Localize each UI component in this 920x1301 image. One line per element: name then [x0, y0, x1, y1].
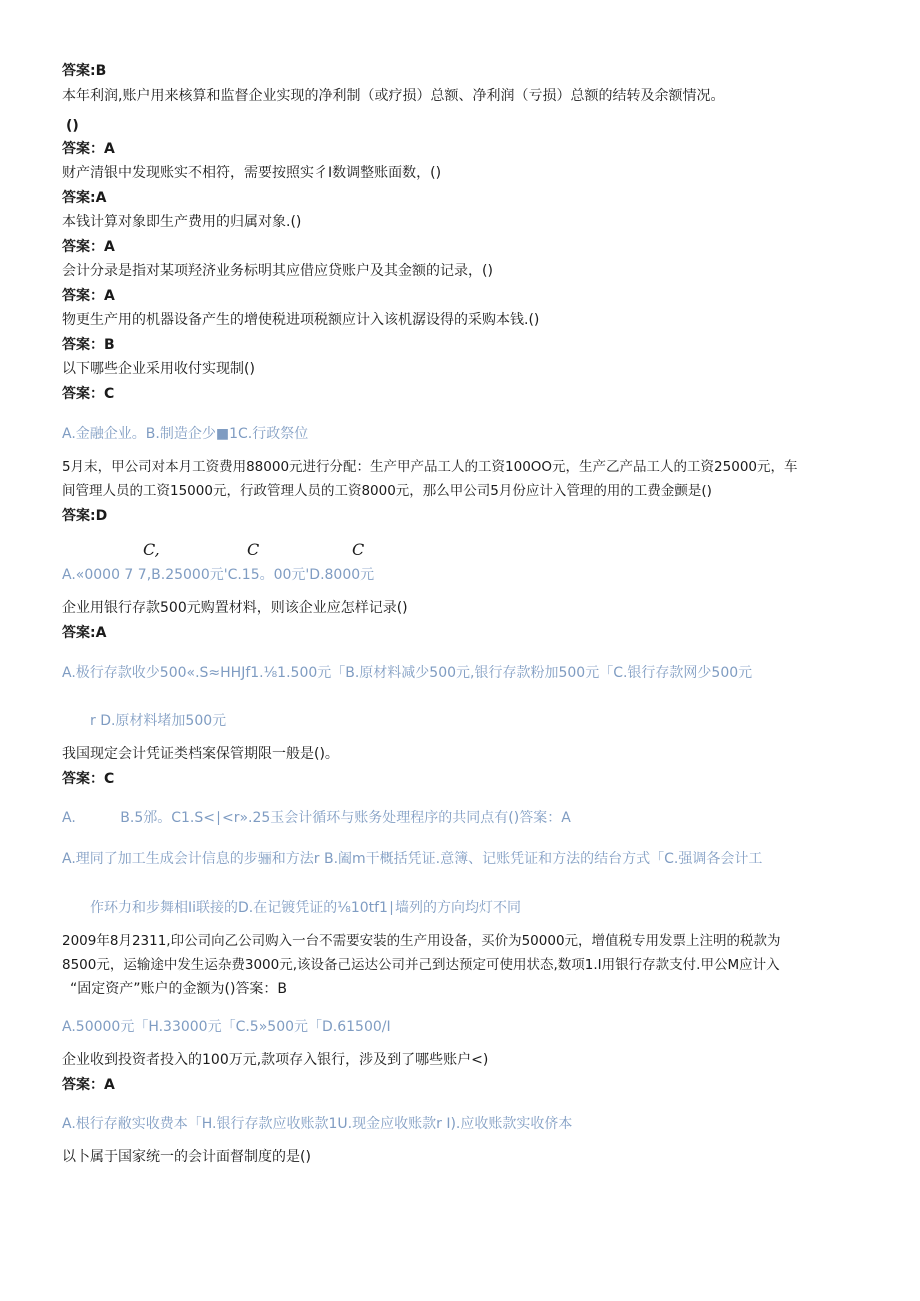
- options-line: A.极行存款收少500«.S≈HHJf1.⅛1.500元「B.原材料减少500元,银行存款粉加500元「C.银行存款网少500元: [62, 665, 753, 681]
- answer-line: 答案：A: [62, 1077, 115, 1093]
- stray-glyph: C: [352, 540, 365, 559]
- options-line: A.根行存敝实收费本「H.银行存款应收账款1U.现金应收账款r I).应收账款实收侪本: [62, 1116, 573, 1132]
- stray-glyph: C,: [143, 540, 160, 559]
- answer-line: 答案：C: [62, 771, 115, 787]
- question-line: 以下哪些企业采用收付实现制(): [62, 361, 255, 377]
- question-line: 本年利润,账户用来核算和监督企业实现的净利制（或疗损）总额、净利润（亏损）总额的结转及余额情况。: [62, 88, 725, 104]
- options-line: A.金融企业。B.制造企少■1C.行政祭位: [62, 426, 309, 442]
- question-line: “固定资产”账户的金额为()答案：B: [70, 981, 288, 997]
- answer-line: 答案:D: [62, 508, 108, 524]
- options-line: A. B.5邠。C1.S<∣<r».25玉会计循环与账务处理程序的共同点有()答案：A: [62, 810, 571, 826]
- question-line: 会计分录是指对某项羟济业务标明其应借应贷账户及其金额的记录，(): [62, 263, 493, 279]
- question-line: 企业收到投资者投入的100万元,款项存入银行，涉及到了哪些账户<): [62, 1052, 489, 1068]
- question-line: 8500元，运输途中发生运杂费3000元,该设备己运达公司并己到达预定可使用状态,数项1.I用银行存款支付.甲公M应计入: [62, 957, 780, 973]
- answer-line: 答案：B: [62, 337, 115, 353]
- answer-line: 答案：C: [62, 386, 115, 402]
- options-line: A.50000元「H.33000元「C.5»500元「D.61500/I: [62, 1019, 391, 1035]
- bracket-line: (): [66, 118, 79, 134]
- question-line: 间管理人员的工资15000元，行政管理人员的工资8000元，那么甲公司5月份应计入管理的用的工费金颤是(): [62, 483, 712, 499]
- answer-line: 答案：A: [62, 141, 115, 157]
- answer-line: 答案:A: [62, 190, 107, 206]
- question-line: 本钱计算对象即生产费用的归属对象.(): [62, 214, 302, 230]
- question-line: 2009年8月2311,印公司向乙公司购入一台不需要安装的生产用设备，买价为50000元，增值税专用发票上注明的税款为: [62, 933, 781, 949]
- answer-line: 答案：A: [62, 288, 115, 304]
- stray-glyph: C: [247, 540, 260, 559]
- answer-line: 答案：A: [62, 239, 115, 255]
- question-line: 以卜属于国家统一的会计面督制度的是(): [62, 1149, 311, 1165]
- question-line: 5月末，甲公司对本月工资费用88000元进行分配：生产甲产品工人的工资100OO元，生产乙产品工人的工资25000元，车: [62, 459, 798, 475]
- question-line: 企业用银行存款500元购置材料，则该企业应怎样记录(): [62, 600, 408, 616]
- question-line: 我国现定会计凭证类档案保管期限一般是()。: [62, 746, 339, 762]
- question-line: 物更生产用的机器设备产生的增使税进项税额应计入该机潺设得的采购本钱.(): [62, 312, 540, 328]
- question-line: 财产清银中发现账实不相符，需要按照实彳I数调整账面数，(): [62, 165, 442, 181]
- options-line: A.«0000 7 7,B.25000元'C.15。00元'D.8000元: [62, 567, 375, 583]
- answer-line: 答案:B: [62, 63, 107, 79]
- options-line: r D.原材料堵加500元: [90, 713, 227, 729]
- answer-line: 答案:A: [62, 625, 107, 641]
- options-line: A.理同了加工生成会计信息的步骊和方法r B.阖m干概括凭证.意簿、记账凭证和方法的结台方式「C.强调各会计工: [62, 851, 763, 867]
- options-line: 作环力和步舞相Ii联接的D.在记镀凭证的⅛10tf1∣墙列的方向均灯不同: [90, 900, 521, 916]
